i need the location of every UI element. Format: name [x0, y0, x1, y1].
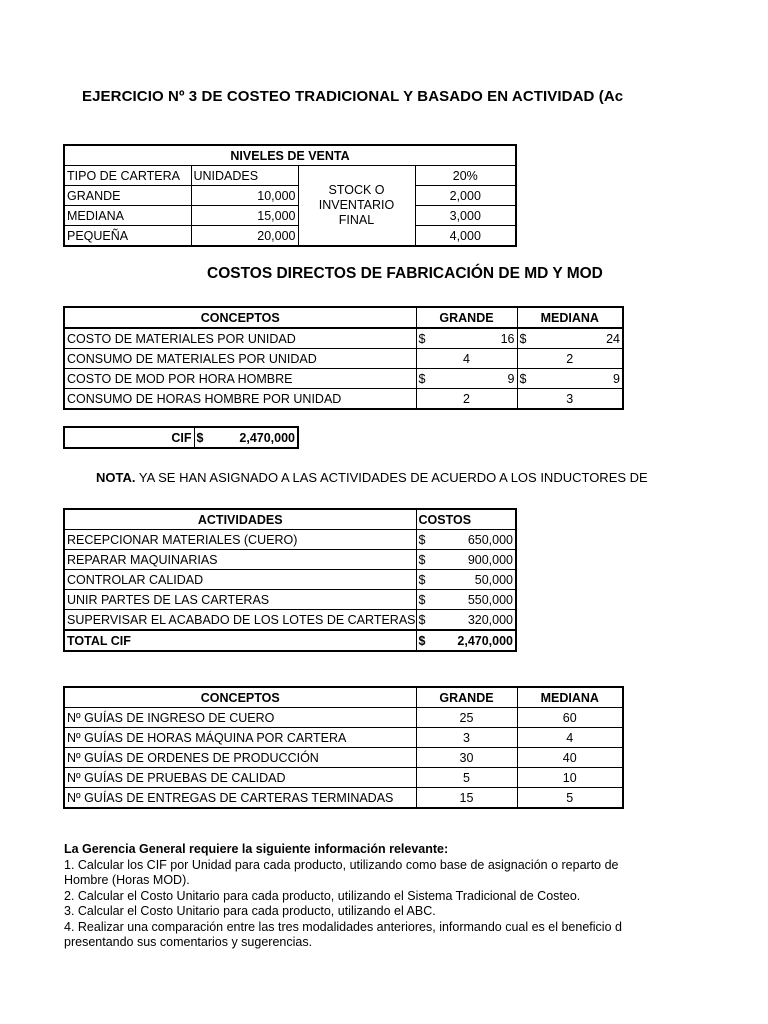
costos-directos-table: [63, 306, 624, 410]
costo-cell: 320,000: [467, 612, 513, 627]
currency-sign: $: [418, 371, 426, 386]
cif-box: [63, 426, 299, 449]
concepto-cell: Nº GUÍAS DE PRUEBAS DE CALIDAD: [64, 768, 416, 788]
grande-cell: 16: [500, 331, 515, 346]
actividades-table: [63, 508, 517, 652]
table-row: [64, 768, 623, 788]
table-row: [64, 728, 623, 748]
table-row: [64, 570, 516, 590]
table-row: [64, 708, 623, 728]
table-row: [64, 389, 623, 410]
stock-cell: 4,000: [415, 226, 516, 247]
currency-sign: $: [519, 331, 527, 346]
inductores-table: [63, 686, 624, 809]
tipo-cell: GRANDE: [64, 186, 191, 206]
mediana-cell: 2: [517, 349, 623, 369]
col-conceptos: CONCEPTOS: [64, 307, 416, 328]
currency-sign: $: [196, 430, 204, 445]
niveles-header: NIVELES DE VENTA: [64, 145, 516, 166]
grande-cell: 3: [416, 728, 517, 748]
concepto-cell: COSTO DE MOD POR HORA HOMBRE: [64, 369, 416, 389]
total-cif-value: 2,470,000: [457, 633, 513, 648]
nota-text: [96, 470, 648, 485]
stock-cell: 2,000: [415, 186, 516, 206]
concepto-cell: Nº GUÍAS DE HORAS MÁQUINA POR CARTERA: [64, 728, 416, 748]
mediana-cell: 10: [517, 768, 623, 788]
col-percent: 20%: [415, 166, 516, 186]
requerimiento-line: 1. Calcular los CIF por Unidad para cada producto, utilizando como base de asignación o reparto de: [64, 857, 619, 872]
col-conceptos: CONCEPTOS: [64, 687, 416, 708]
col-mediana: MEDIANA: [517, 687, 623, 708]
table-row: [64, 788, 623, 809]
concepto-cell: Nº GUÍAS DE INGRESO DE CUERO: [64, 708, 416, 728]
costo-cell: 650,000: [467, 532, 513, 547]
requerimiento-line: 4. Realizar una comparación entre las tres modalidades anteriores, informando cual es el beneficio d: [64, 919, 622, 934]
table-row: [64, 186, 516, 206]
currency-sign: $: [418, 331, 426, 346]
table-row: [64, 530, 516, 550]
actividad-cell: UNIR PARTES DE LAS CARTERAS: [64, 590, 416, 610]
grande-cell: 5: [416, 768, 517, 788]
nota-label: NOTA.: [96, 470, 136, 485]
costos-directos-heading: COSTOS DIRECTOS DE FABRICACIÓN DE MD Y MOD: [207, 265, 603, 282]
requerimiento-line: Hombre (Horas MOD).: [64, 873, 190, 887]
costo-cell: 50,000: [474, 572, 513, 587]
mediana-cell: 4: [517, 728, 623, 748]
table-row: [64, 206, 516, 226]
actividad-cell: REPARAR MAQUINARIAS: [64, 550, 416, 570]
requerimiento-line: 2. Calcular el Costo Unitario para cada producto, utilizando el Sistema Tradicional de Costeo.: [64, 888, 581, 903]
concepto-cell: Nº GUÍAS DE ENTREGAS DE CARTERAS TERMINADAS: [64, 788, 416, 809]
mediana-cell: 60: [517, 708, 623, 728]
nota-body: YA SE HAN ASIGNADO A LAS ACTIVIDADES DE ACUERDO A LOS INDUCTORES DE: [135, 470, 648, 485]
grande-cell: 15: [416, 788, 517, 809]
tipo-cell: MEDIANA: [64, 206, 191, 226]
grande-cell: 25: [416, 708, 517, 728]
col-actividades: ACTIVIDADES: [64, 509, 416, 530]
grande-cell: 9: [507, 371, 515, 386]
col-tipo-cartera: TIPO DE CARTERA: [64, 166, 191, 186]
unidades-cell: 10,000: [191, 186, 298, 206]
currency-sign: $: [418, 572, 426, 587]
concepto-cell: COSTO DE MATERIALES POR UNIDAD: [64, 328, 416, 349]
mediana-cell: 5: [517, 788, 623, 809]
col-unidades: UNIDADES: [191, 166, 298, 186]
niveles-venta-table: [63, 144, 517, 247]
currency-sign: $: [418, 612, 426, 627]
table-row: [64, 590, 516, 610]
mediana-cell: 24: [606, 331, 620, 346]
mediana-cell: 40: [517, 748, 623, 768]
stock-label: [298, 166, 415, 247]
stock-label-line2: INVENTARIO FINAL: [318, 198, 395, 227]
currency-sign: $: [519, 371, 527, 386]
costo-cell: 900,000: [467, 552, 513, 567]
col-grande: GRANDE: [416, 307, 517, 328]
concepto-cell: CONSUMO DE MATERIALES POR UNIDAD: [64, 349, 416, 369]
unidades-cell: 15,000: [191, 206, 298, 226]
unidades-cell: 20,000: [191, 226, 298, 247]
currency-sign: $: [418, 633, 426, 648]
col-mediana: MEDIANA: [517, 307, 623, 328]
concepto-cell: CONSUMO DE HORAS HOMBRE POR UNIDAD: [64, 389, 416, 410]
table-row: [64, 630, 516, 651]
actividad-cell: RECEPCIONAR MATERIALES (CUERO): [64, 530, 416, 550]
requerimiento-line: 3. Calcular el Costo Unitario para cada producto, utilizando el ABC.: [64, 904, 436, 918]
actividad-cell: SUPERVISAR EL ACABADO DE LOS LOTES DE CARTERAS: [64, 610, 416, 631]
requerimiento-line: presentando sus comentarios y sugerencias.: [64, 935, 313, 949]
cif-label: CIF: [64, 427, 194, 448]
table-row: [64, 610, 516, 631]
mediana-cell: 3: [517, 389, 623, 410]
stock-label-line1: STOCK O: [328, 183, 385, 197]
table-row: [64, 349, 623, 369]
concepto-cell: Nº GUÍAS DE ORDENES DE PRODUCCIÓN: [64, 748, 416, 768]
requerimientos: [64, 842, 768, 951]
table-row: [64, 226, 516, 247]
tipo-cell: PEQUEÑA: [64, 226, 191, 247]
stock-cell: 3,000: [415, 206, 516, 226]
col-grande: GRANDE: [416, 687, 517, 708]
grande-cell: 30: [416, 748, 517, 768]
currency-sign: $: [418, 592, 426, 607]
total-cif-label: TOTAL CIF: [64, 630, 416, 651]
costo-cell: 550,000: [467, 592, 513, 607]
grande-cell: 2: [416, 389, 517, 410]
actividad-cell: CONTROLAR CALIDAD: [64, 570, 416, 590]
currency-sign: $: [418, 552, 426, 567]
cif-value: 2,470,000: [239, 430, 295, 445]
col-costos: COSTOS: [416, 509, 516, 530]
requerimientos-heading: La Gerencia General requiere la siguiente información relevante:: [64, 842, 449, 856]
table-row: [64, 550, 516, 570]
grande-cell: 4: [416, 349, 517, 369]
table-row: [64, 748, 623, 768]
mediana-cell: 9: [613, 371, 620, 386]
table-row: [64, 369, 623, 389]
page-title: EJERCICIO Nº 3 DE COSTEO TRADICIONAL Y BASADO EN ACTIVIDAD (Ac: [82, 88, 624, 105]
currency-sign: $: [418, 532, 426, 547]
table-row: [64, 328, 623, 349]
